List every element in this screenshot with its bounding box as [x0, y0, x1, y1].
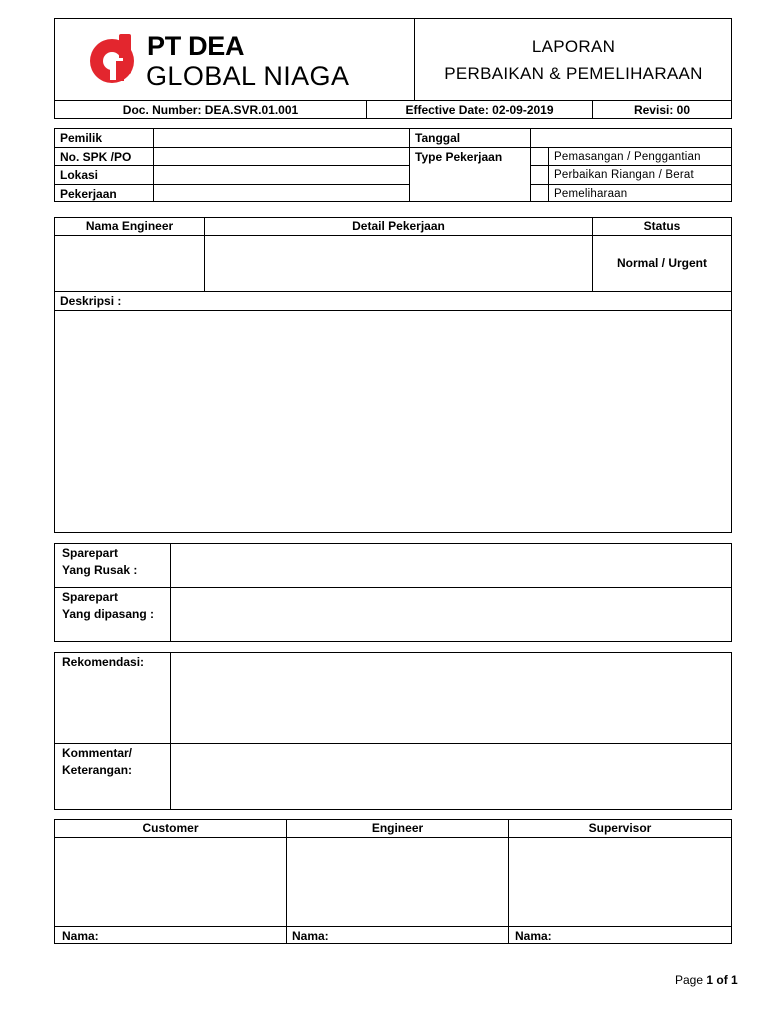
page-prefix: Page — [675, 973, 707, 987]
col-nama-engineer: Nama Engineer — [85, 219, 174, 233]
pekerjaan-label: Pekerjaan — [60, 187, 117, 201]
header-divider — [414, 18, 415, 101]
supervisor-signature-area[interactable] — [509, 838, 731, 926]
deskripsi-field[interactable] — [55, 311, 731, 532]
page-number — [675, 973, 738, 987]
option-checkbox-perbaikan[interactable] — [531, 166, 548, 184]
pemilik-field[interactable] — [154, 129, 409, 147]
revision: Revisi: 00 — [633, 103, 691, 117]
lokasi-field[interactable] — [154, 166, 409, 184]
pemilik-label: Pemilik — [60, 131, 103, 145]
detail-pekerjaan-field[interactable] — [205, 236, 592, 291]
deskripsi-label: Deskripsi : — [60, 294, 122, 308]
tanggal-label: Tanggal — [415, 131, 461, 145]
supervisor-nama-label: Nama: — [515, 929, 552, 943]
header-meta-line — [54, 100, 732, 101]
logo-mark-icon — [86, 32, 144, 86]
sparepart-rusak-label-line2: Yang Rusak : — [62, 563, 138, 577]
sparepart-dipasang-label-line2: Yang dipasang : — [62, 607, 155, 621]
engineer-signature-area[interactable] — [287, 838, 508, 926]
sig-col-supervisor: Supervisor — [588, 821, 652, 835]
type-pekerjaan-label: Type Pekerjaan — [415, 150, 503, 164]
komentar-label-line1: Kommentar/ — [62, 746, 133, 760]
status-value[interactable]: Normal / Urgent — [616, 256, 707, 270]
nama-engineer-field[interactable] — [55, 236, 204, 291]
komentar-label-line2: Keterangan: — [62, 763, 133, 777]
no-spk-field[interactable] — [154, 148, 409, 165]
page-total: 1 — [731, 973, 738, 987]
option-checkbox-pemeliharaan[interactable] — [531, 185, 548, 202]
col-status: Status — [643, 219, 681, 233]
sparepart-dipasang-label-line1: Sparepart — [62, 590, 119, 604]
sparepart-rusak-label-line1: Sparepart — [62, 546, 119, 560]
company-logo — [86, 32, 144, 86]
option-pemeliharaan: Pemeliharaan — [554, 188, 628, 200]
report-title-line2: PERBAIKAN & PEMELIHARAAN — [444, 64, 703, 83]
doc-number: Doc. Number: DEA.SVR.01.001 — [122, 103, 299, 117]
sparepart-dipasang-field[interactable] — [171, 588, 731, 641]
company-name-line1: PT DEA — [147, 31, 245, 61]
page-of: of — [713, 973, 732, 987]
company-name-line2: GLOBAL NIAGA — [146, 61, 350, 91]
engineer-nama-label: Nama: — [292, 929, 329, 943]
report-title-line1: LAPORAN — [531, 37, 616, 56]
sparepart-rusak-field[interactable] — [171, 544, 731, 587]
rekomendasi-label: Rekomendasi: — [62, 655, 145, 669]
option-pemasangan: Pemasangan / Penggantian — [554, 151, 701, 163]
page-current: 1 — [706, 973, 714, 987]
sig-col-customer: Customer — [142, 821, 199, 835]
komentar-field[interactable] — [171, 744, 731, 809]
option-perbaikan: Perbaikan Riangan / Berat — [554, 169, 694, 181]
customer-nama-label: Nama: — [62, 929, 99, 943]
effective-date: Effective Date: 02-09-2019 — [405, 103, 554, 117]
col-detail-pekerjaan: Detail Pekerjaan — [352, 219, 445, 233]
sig-col-engineer: Engineer — [371, 821, 424, 835]
no-spk-label: No. SPK /PO — [60, 150, 132, 164]
lokasi-label: Lokasi — [60, 168, 99, 182]
pekerjaan-field[interactable] — [154, 185, 409, 202]
rekomendasi-field[interactable] — [171, 653, 731, 743]
tanggal-field[interactable] — [531, 129, 731, 147]
customer-signature-area[interactable] — [55, 838, 286, 926]
option-checkbox-pemasangan[interactable] — [531, 148, 548, 165]
